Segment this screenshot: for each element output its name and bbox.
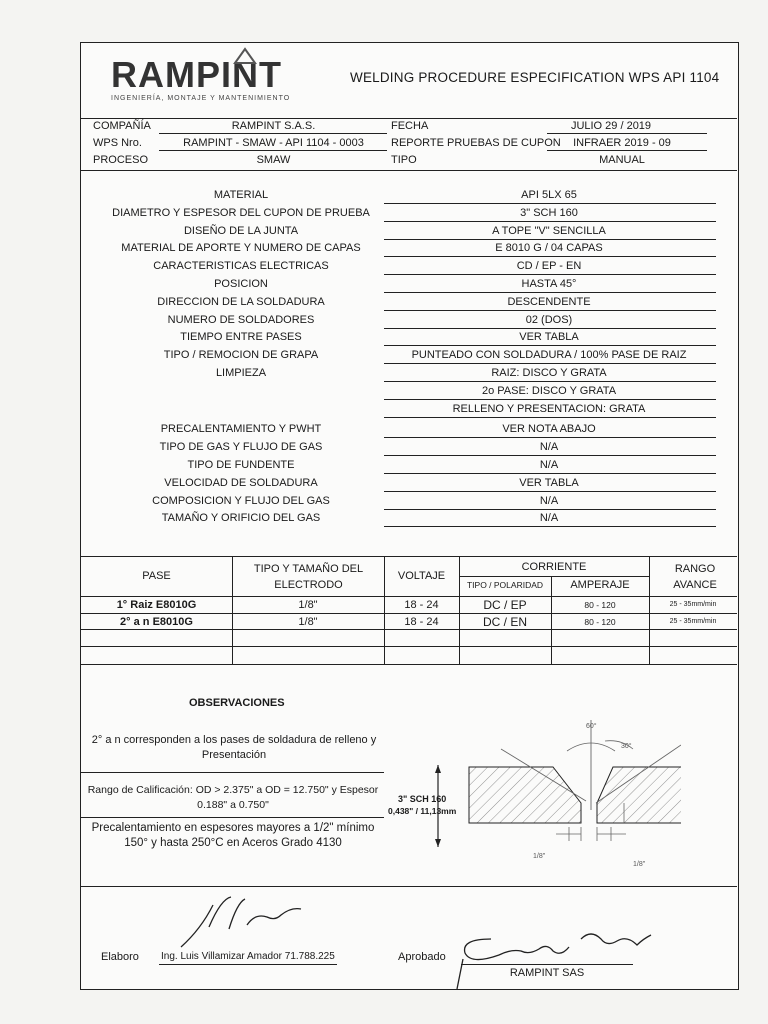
spec-label: MATERIAL DE APORTE Y NUMERO DE CAPAS [121,242,361,255]
spec-label: MATERIAL [213,189,269,201]
date-value: JULIO 29 / 2019 [570,120,652,132]
wps-value: RAMPINT - SMAW - API 1104 - 0003 [183,137,364,149]
report-value: INFRAER 2019 - 09 [573,137,671,149]
rule [81,817,384,818]
spec-label: LIMPIEZA [215,367,267,379]
observation-note-3: Precalentamiento en espesores mayores a 1/2" mínimo 150° y hasta 250°C en Aceros Grado 4130 [91,822,375,849]
row2-amperaje: 80 - 120 [584,617,616,627]
spec-underline [384,491,716,492]
spec-value: VER NOTA ABAJO [502,423,596,436]
spec-label: CARACTERISTICAS ELECTRICAS [153,260,329,273]
spec-underline [384,292,716,293]
rule [81,556,737,557]
root-gap-label: 1/8" [533,853,546,860]
spec-value: VER TABLA [519,331,579,344]
process-value: SMAW [256,154,291,166]
header-rango: RANGO AVANCE [673,563,717,591]
rule [81,886,737,887]
row1-polaridad: DC / EP [483,598,527,612]
spec-underline [384,526,716,527]
company-logo: RAMPINT [111,54,282,95]
document-title: WELDING PROCEDURE ESPECIFICATION WPS API 1104 [350,70,720,85]
row2-avance: 25 - 35mm/min [669,618,717,625]
type-value: MANUAL [599,154,645,166]
spec-underline [384,455,716,456]
row1-pase: 1° Raiz E8010G [116,599,197,611]
spec-value: RAIZ: DISCO Y GRATA [491,367,607,379]
rule [81,596,737,597]
rule [547,133,707,134]
spec-value: PUNTEADO CON SOLDADURA / 100% PASE DE RAIZ [411,349,687,362]
row1-electrodo: 1/8" [298,599,318,611]
header-pase: PASE [142,570,171,582]
spec-underline [384,310,716,311]
spec-label: TAMAÑO Y ORIFICIO DEL GAS [161,512,321,525]
spec-underline [384,363,716,364]
spec-label: TIPO / REMOCION DE GRAPA [163,349,319,362]
aprobado-label: Aprobado [398,951,446,963]
header-corriente: CORRIENTE [521,561,587,573]
spec-underline [384,473,716,474]
spec-value: HASTA 45° [521,278,577,290]
wps-label: WPS Nro. [93,137,142,149]
spec-underline [384,437,716,438]
wps-document [80,42,739,990]
spec-value: RELLENO Y PRESENTACION: GRATA [452,402,646,415]
spec-underline [384,274,716,275]
spec-underline [384,345,716,346]
rule [81,646,737,647]
thickness-spec: 3" SCH 160 [398,794,447,804]
spec-underline [384,509,716,510]
spec-label: DIAMETRO Y ESPESOR DEL CUPON DE PRUEBA [112,206,370,219]
spec-underline [384,239,716,240]
row2-pase: 2° a n E8010G [120,616,193,628]
elaboro-label: Elaboro [101,951,139,963]
spec-value: E 8010 G / 04 CAPAS [495,242,603,255]
rule [81,170,737,171]
row2-electrodo: 1/8" [298,616,318,628]
header-voltaje: VOLTAJE [397,570,446,582]
rule [461,964,633,965]
row1-voltaje: 18 - 24 [404,599,439,611]
spec-value: 02 (DOS) [525,313,573,326]
company-label: COMPAÑÍA [93,120,151,132]
root-face-label: 1/8" [633,861,646,868]
header-polaridad: TIPO / POLARIDAD [466,580,544,590]
date-label: FECHA [391,120,429,132]
rule [649,556,650,664]
spec-label: VELOCIDAD DE SOLDADURA [164,476,318,489]
rule [81,664,737,665]
spec-label: TIPO DE GAS Y FLUJO DE GAS [159,441,323,454]
spec-value: N/A [539,441,559,454]
thickness-mm: 0,438" / 11,13mm [388,806,457,816]
spec-label: NUMERO DE SOLDADORES [167,313,315,326]
spec-value: N/A [539,494,559,507]
observation-note-1: 2° a n corresponden a los pases de soldadura de relleno y Presentación [91,734,377,761]
spec-underline [384,203,716,204]
header-electrodo: TIPO Y TAMAÑO DEL ELECTRODO [253,563,364,591]
spec-label: POSICION [214,278,268,290]
spec-underline [384,381,716,382]
spec-label: DIRECCION DE LA SOLDADURA [157,295,325,308]
spec-label: TIPO DE FUNDENTE [187,459,295,471]
header-amperaje: AMPERAJE [570,579,630,591]
company-tagline: INGENIERÍA, MONTAJE Y MANTENIMIENTO [111,95,291,102]
spec-value: DESCENDENTE [507,295,591,308]
row1-avance: 25 - 35mm/min [669,601,717,608]
row2-polaridad: DC / EN [482,615,527,629]
row1-amperaje: 80 - 120 [584,600,616,610]
rule [81,613,737,614]
elaboro-name: Ing. Luis Villamizar Amador 71.788.225 [161,951,335,962]
aprobado-name: RAMPINT SAS [509,967,585,979]
company-value: RAMPINT S.A.S. [231,120,316,132]
process-label: PROCESO [93,154,149,166]
spec-underline [384,399,716,400]
report-label: REPORTE PRUEBAS DE CUPON [391,137,561,149]
rule [459,576,649,577]
spec-value: 3" SCH 160 [520,206,578,219]
spec-value: N/A [539,512,559,525]
row2-voltaje: 18 - 24 [404,616,439,628]
elaboro-signature [151,889,331,959]
spec-underline [384,417,716,418]
spec-value: VER TABLA [519,476,579,489]
rule [81,772,384,773]
spec-value: 2o PASE: DISCO Y GRATA [481,384,617,397]
spec-underline [384,328,716,329]
spec-label: PRECALENTAMIENTO Y PWHT [160,423,322,436]
observations-title: OBSERVACIONES [189,697,285,709]
spec-label: COMPOSICION Y FLUJO DEL GAS [152,494,330,507]
angle-30-label: 30° [621,743,632,750]
type-label: TIPO [391,154,417,166]
spec-underline [384,256,716,257]
spec-value: A TOPE "V" SENCILLA [492,224,606,237]
rule [547,150,707,151]
spec-value: API 5LX 65 [521,189,577,201]
observation-note-2: Rango de Calificación: OD > 2.375" a OD = 12.750" y Espesor 0.188" a 0.750" [87,784,379,811]
rule [159,964,337,965]
spec-underline [384,221,716,222]
spec-label: TIEMPO ENTRE PASES [180,331,302,344]
spec-label: DISEÑO DE LA JUNTA [183,224,299,237]
angle-60-label: 60° [586,723,597,730]
header-divider [81,118,737,119]
spec-value: N/A [539,459,559,471]
spec-value: CD / EP - EN [516,260,582,273]
rule [159,150,387,151]
logo-mark-icon [233,47,257,65]
rule [159,133,387,134]
rule [81,629,737,630]
